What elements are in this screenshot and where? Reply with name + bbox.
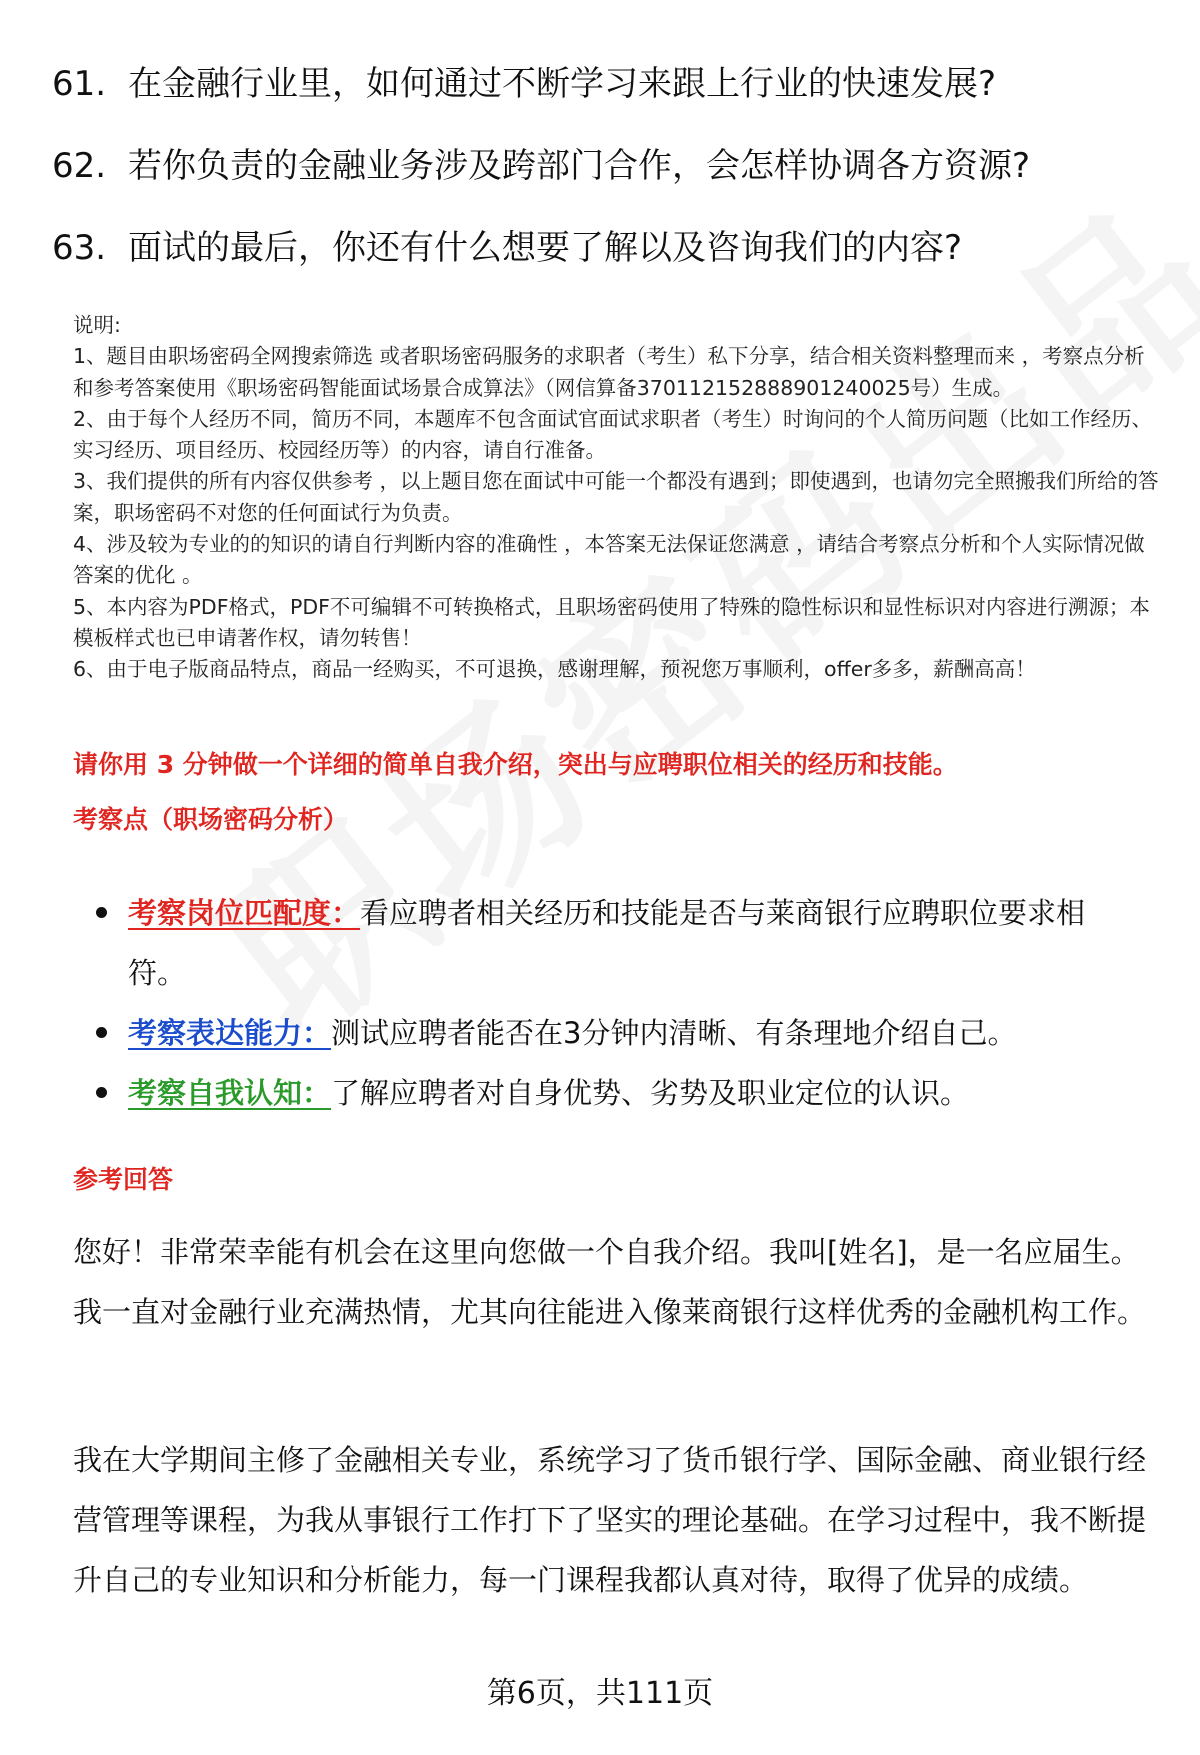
- question-item: [52, 222, 1162, 304]
- notes-block: [73, 310, 1163, 686]
- bullet-icon: [96, 907, 107, 918]
- interview-question-title: 请你用 3 分钟做一个详细的简单自我介绍，突出与应聘职位相关的经历和技能。: [73, 750, 958, 779]
- analysis-point-text: 了解应聘者对自身优势、劣势及职业定位的认识。: [331, 1076, 970, 1110]
- analysis-point-label: 考察自我认知：: [128, 1076, 332, 1110]
- analysis-point: [96, 1003, 1126, 1063]
- analysis-point: [96, 1063, 1126, 1123]
- note-item: 3、我们提供的所有内容仅供参考 ，以上题目您在面试中可能一个都没有遇到；即使遇到，也请勿完全照搬我们所给的答案，职场密码不对您的任何面试行为负责。: [73, 469, 1159, 525]
- question-number: 61.: [52, 64, 107, 104]
- answer-paragraph: 我在大学期间主修了金融相关专业，系统学习了货币银行学、国际金融、商业银行经营管理等课程，为我从事银行工作打下了坚实的理论基础。在学习过程中，我不断提升自己的专业知识和分析能力，每一门课程我都认真对待，取得了优异的成绩。: [73, 1443, 1147, 1597]
- question-list: [52, 58, 1162, 304]
- analysis-point-text: 看应聘者相关经历和技能是否与莱商银行应聘职位要求相符。: [128, 896, 1086, 990]
- analysis-point-label: 考察岗位匹配度：: [128, 896, 361, 930]
- question-item: [52, 140, 1162, 222]
- bullet-icon: [96, 1087, 107, 1098]
- analysis-point: [96, 883, 1126, 1003]
- question-item: [52, 58, 1162, 140]
- answer-heading: 参考回答: [73, 1165, 174, 1194]
- question-number: 63.: [52, 228, 107, 268]
- question-number: 62.: [52, 146, 107, 186]
- question-text: 在金融行业里，如何通过不断学习来跟上行业的快速发展?: [128, 64, 997, 104]
- analysis-heading: 考察点（职场密码分析）: [73, 805, 349, 834]
- note-item: 2、由于每个人经历不同，简历不同，本题库不包含面试官面试求职者（考生）时询问的个人简历问题（比如工作经历、实习经历、项目经历、校园经历等）的内容，请自行准备。: [73, 406, 1153, 463]
- analysis-point-text: 测试应聘者能否在3分钟内清晰、有条理地介绍自己。: [331, 1016, 1017, 1050]
- analysis-point-label: 考察表达能力：: [128, 1016, 332, 1050]
- analysis-points: [96, 883, 1126, 1123]
- note-item: 5、本内容为PDF格式，PDF不可编辑不可转换格式，且职场密码使用了特殊的隐性标识和显性标识对内容进行溯源；本模板样式也已申请著作权，请勿转售！: [73, 594, 1150, 650]
- note-item: 1、题目由职场密码全网搜索筛选 或者职场密码服务的求职者（考生）私下分享，结合相关资料整理而来 ，考察点分析和参考答案使用《职场密码智能面试场景合成算法》（网信算备370112152888901240025号）生成。: [73, 344, 1145, 400]
- notes-title: 说明:: [73, 313, 121, 337]
- bullet-icon: [96, 1027, 107, 1038]
- page-footer: 第6页，共111页: [486, 1676, 714, 1711]
- note-item: 6、由于电子版商品特点，商品一经购买，不可退换，感谢理解，预祝您万事顺利，offer多多，薪酬高高！: [73, 657, 1036, 682]
- question-text: 若你负责的金融业务涉及跨部门合作，会怎样协调各方资源?: [128, 146, 1031, 186]
- question-text: 面试的最后，你还有什么想要了解以及咨询我们的内容?: [128, 228, 963, 268]
- note-item: 4、涉及较为专业的的知识的请自行判断内容的准确性 ，本答案无法保证您满意 ，请结合考察点分析和个人实际情况做答案的优化 。: [73, 532, 1145, 588]
- answer-paragraph: 您好！非常荣幸能有机会在这里向您做一个自我介绍。我叫[姓名]，是一名应届生。我一直对金融行业充满热情，尤其向往能进入像莱商银行这样优秀的金融机构工作。: [73, 1235, 1147, 1329]
